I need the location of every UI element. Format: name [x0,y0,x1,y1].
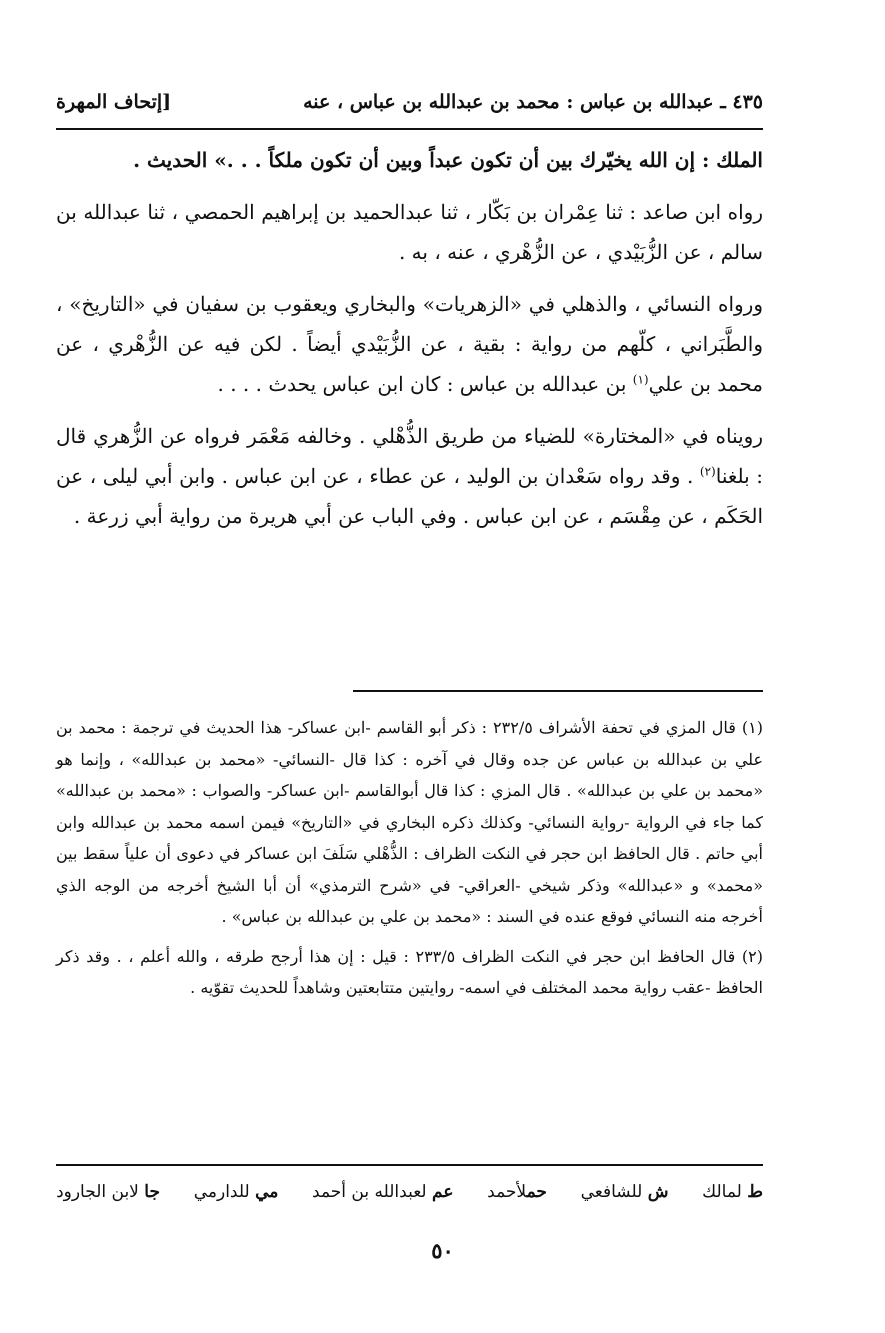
sigla-item: حملأحمد [487,1182,547,1202]
footnote-ref-2[interactable]: (٢) [699,464,716,479]
footnotes [56,712,763,1012]
footnote-1: (١) قال المزي في تحفة الأشراف ٢٣٢/٥ : ذكر أبو القاسم -ابن عساكر- هذا الحديث في ترجمة : محمد بن علي بن عبدالله بن عباس عن جده وقال في آخره : كذا قال -النسائي- «محمد بن عبدالله» ، وإنما هو «محمد بن علي بن عبدالله» . قال المزي : كذا قال أبوالقاسم -ابن عساكر- والصواب : «محمد بن عبدالله» كما جاء في الرواية -رواية النسائي- وكذلك ذكره البخاري في «التاريخ» فيمن اسمه محمد بن عبدالله وابن أبي حاتم . قال الحافظ ابن حجر في النكت الظراف : الذُّهْلي سَلَفَ ابن عساكر في دعوى أن علياً سقط بين «محمد» و «عبدالله» وذكر شيخي -العراقي- في «شرح الترمذي» أن أبا الشيخ أخرجه من الوجه الذي أخرجه منه النسائي فوقع عنده في السند : «محمد بن علي بن عبدالله بن عباس» . [56,718,764,926]
hadith-text: الملك : إن الله يخيّرك بين أن تكون عبداً وبين أن تكون ملكاً . . .» الحديث . [133,148,763,172]
sigla-item: عم لعبدالله بن أحمد [312,1182,454,1202]
header-rule [56,128,763,130]
sigla-legend [56,1182,763,1202]
running-header [56,84,763,120]
sources-text: رويناه في «المختارة» للضياء من طريق الذُّهْلي . وخالفه مَعْمَر فرواه عن الزُّهري قال : بلغنا [56,424,764,488]
sources-paragraph [56,416,763,536]
page-number: ٥٠ [431,1238,454,1263]
footnote-2: (٢) قال الحافظ ابن حجر في النكت الظراف ٢٣٣/٥ : قيل : إن هذا أرجح طرقه ، والله أعلم ، . وقد ذكر الحافظ -عقب رواية محمد المختلف في اسمه- روايتين متتابعتين وشاهداً للحديث تقوّيه . [56,946,763,997]
footnote-rule [353,690,763,692]
book-title: [إتحاف المهرة [56,91,172,113]
sources-text-cont: . وقد رواه سَعْدان بن الوليد ، عن عطاء ، عن ابن عباس . وابن أبي ليلى ، عن الحَكَم ، عن مِقْسَم ، عن ابن عباس . وفي الباب عن أبي هريرة من رواية أبي زرعة . [56,464,763,528]
sigla-rule [56,1164,763,1166]
sigla-item: جا لابن الجارود [56,1182,160,1202]
narrations-text: ورواه النسائي ، والذهلي في «الزهريات» والبخاري ويعقوب بن سفيان في «التاريخ» ، والطَّبَراني ، كلّهم من رواية : بقية ، عن الزُّبَيْدي أيضاً . لكن فيه عن الزُّهْري ، عن محمد بن علي [56,292,763,396]
sigla-item: مي للدارمي [193,1182,279,1202]
isnad-paragraph: رواه ابن صاعد : ثنا عِمْران بن بَكّار ، ثنا عبدالحميد بن إبراهيم الحمصي ، ثنا عبدالله بن سالم ، عن الزُّبَيْدي ، عن الزُّهْري ، عنه ، به . [56,200,763,264]
footnote-ref-1[interactable]: (١) [632,372,649,387]
narrations-text-cont: بن عبدالله بن عباس : كان ابن عباس يحدث . . . . [217,372,633,396]
sigla-item: ش للشافعي [580,1182,669,1202]
main-text [56,140,763,548]
sigla-item: ط لمالك [702,1182,763,1202]
chapter-heading: ٤٣٥ ـ عبدالله بن عباس : محمد بن عبدالله بن عباس ، عنه [303,91,763,113]
narrations-paragraph [56,284,763,404]
